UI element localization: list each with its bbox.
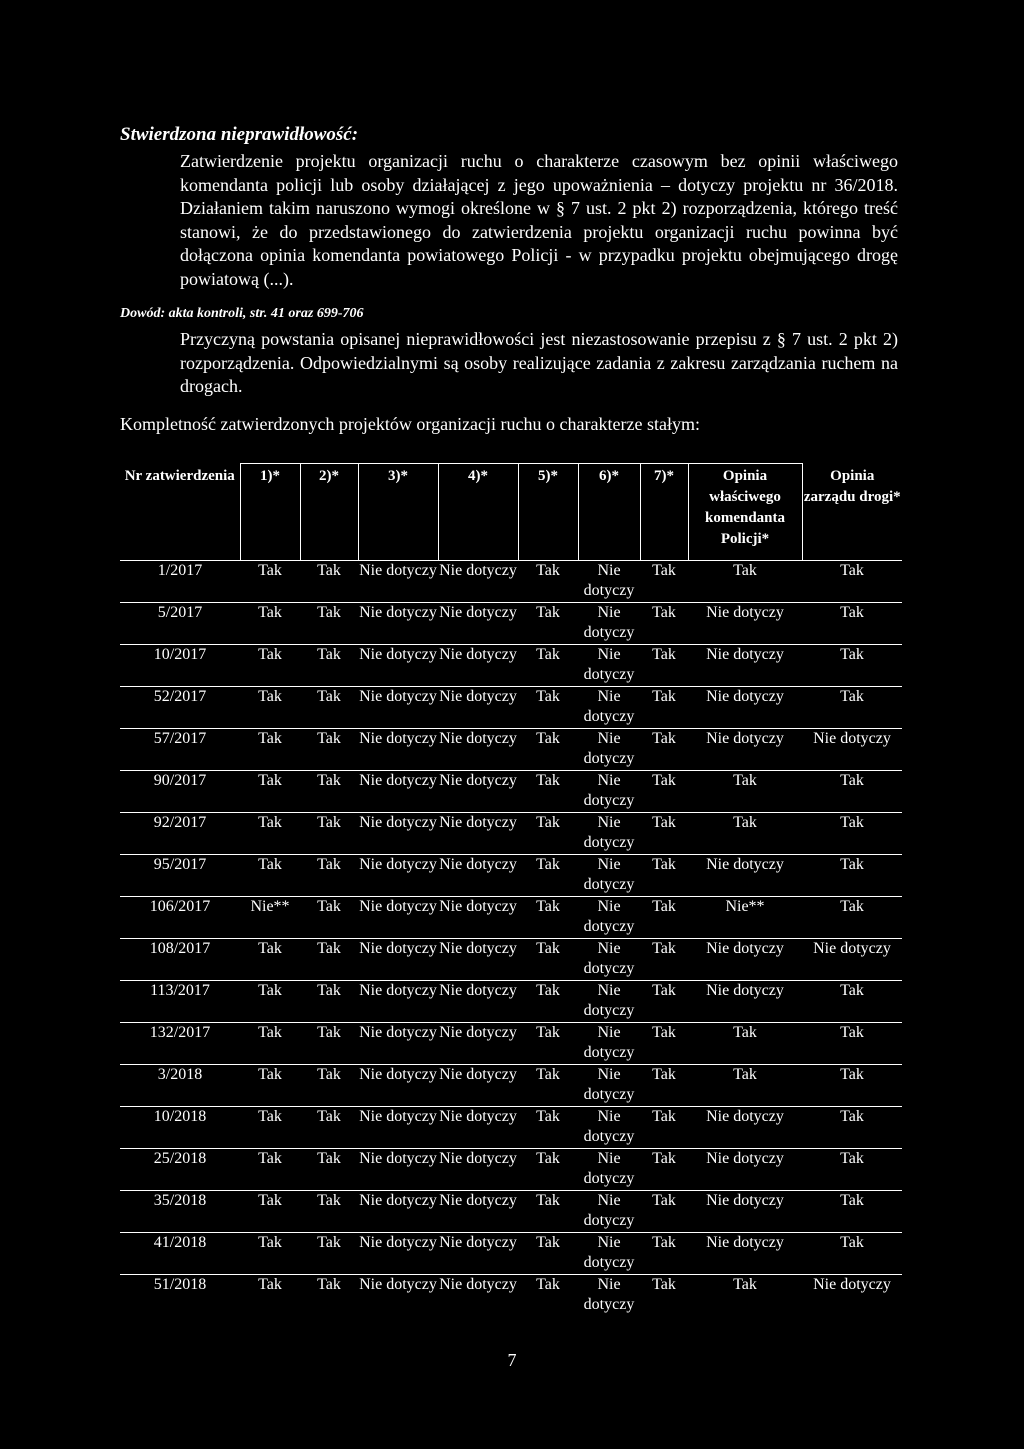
table-cell: Tak — [640, 561, 688, 603]
table-cell: Tak — [240, 1023, 300, 1065]
table-cell: Nie dotyczy — [358, 855, 438, 897]
table-cell: Nie dotyczy — [358, 561, 438, 603]
table-cell: Nie dotyczy — [688, 1107, 802, 1149]
table-cell: Tak — [802, 897, 902, 939]
table-cell: Nie dotyczy — [358, 939, 438, 981]
table-row — [120, 1149, 902, 1191]
table-cell: Tak — [640, 939, 688, 981]
table-cell: Tak — [240, 1107, 300, 1149]
table-cell: Nie dotyczy — [438, 729, 518, 771]
table-row — [120, 729, 902, 771]
table-row — [120, 771, 902, 813]
table-cell: Tak — [518, 1233, 578, 1275]
table-cell: Tak — [640, 1191, 688, 1233]
table-cell: Tak — [518, 1149, 578, 1191]
header-col-4: 4)* — [438, 464, 518, 561]
table-cell: Tak — [640, 855, 688, 897]
table-cell: Tak — [240, 813, 300, 855]
table-cell: Nie dotyczy — [688, 1233, 802, 1275]
table-row — [120, 561, 902, 603]
table-cell: Nie dotyczy — [578, 729, 640, 771]
table-cell: Tak — [688, 561, 802, 603]
table-cell: Tak — [300, 729, 358, 771]
table-cell: Nie dotyczy — [688, 729, 802, 771]
table-cell: Nie dotyczy — [578, 1233, 640, 1275]
table-cell: Tak — [802, 981, 902, 1023]
table-cell: Tak — [802, 1107, 902, 1149]
table-cell: Tak — [300, 1191, 358, 1233]
table-cell: Tak — [300, 1065, 358, 1107]
row-number-cell: 25/2018 — [120, 1149, 240, 1191]
table-cell: Tak — [518, 1275, 578, 1317]
table-cell: Nie dotyczy — [802, 939, 902, 981]
table-cell: Tak — [240, 645, 300, 687]
table-cell: Tak — [518, 1065, 578, 1107]
row-number-cell: 35/2018 — [120, 1191, 240, 1233]
table-cell: Nie** — [688, 897, 802, 939]
table-cell: Nie dotyczy — [438, 771, 518, 813]
row-number-cell: 90/2017 — [120, 771, 240, 813]
table-body — [120, 561, 902, 1317]
table-cell: Tak — [300, 813, 358, 855]
table-cell: Nie dotyczy — [438, 897, 518, 939]
table-cell: Nie dotyczy — [358, 729, 438, 771]
header-road-opinion: Opinia zarządu drogi* — [803, 467, 901, 505]
table-cell: Tak — [688, 1023, 802, 1065]
table-cell: Tak — [640, 1107, 688, 1149]
table-cell: Tak — [518, 1191, 578, 1233]
table-cell: Tak — [802, 813, 902, 855]
table-cell: Nie dotyczy — [578, 1191, 640, 1233]
table-cell: Nie dotyczy — [438, 1065, 518, 1107]
table-cell: Tak — [640, 1023, 688, 1065]
table-cell: Tak — [640, 1149, 688, 1191]
table-cell: Nie dotyczy — [578, 1275, 640, 1317]
table-cell: Tak — [300, 1275, 358, 1317]
table-cell: Nie dotyczy — [438, 645, 518, 687]
table-cell: Tak — [640, 771, 688, 813]
table-cell: Nie dotyczy — [438, 813, 518, 855]
table-cell: Tak — [688, 1065, 802, 1107]
table-cell: Tak — [518, 855, 578, 897]
table-cell: Tak — [802, 771, 902, 813]
row-number-cell: 3/2018 — [120, 1065, 240, 1107]
table-cell: Nie dotyczy — [688, 939, 802, 981]
table-cell: Tak — [640, 645, 688, 687]
header-col-3: 3)* — [358, 464, 438, 561]
table-row — [120, 981, 902, 1023]
table-cell: Nie dotyczy — [438, 939, 518, 981]
header-col-6: 6)* — [578, 464, 640, 561]
table-cell: Nie dotyczy — [578, 771, 640, 813]
table-cell: Nie dotyczy — [578, 603, 640, 645]
table-cell: Tak — [802, 1149, 902, 1191]
table-cell: Nie dotyczy — [438, 1233, 518, 1275]
table-cell: Tak — [518, 771, 578, 813]
table-cell: Nie dotyczy — [688, 1149, 802, 1191]
table-cell: Tak — [518, 939, 578, 981]
table-cell: Tak — [300, 1233, 358, 1275]
row-number-cell: 92/2017 — [120, 813, 240, 855]
table-cell: Tak — [518, 729, 578, 771]
table-cell: Tak — [300, 561, 358, 603]
table-cell: Nie dotyczy — [578, 561, 640, 603]
table-cell: Nie dotyczy — [438, 981, 518, 1023]
table-cell: Tak — [640, 1275, 688, 1317]
table-intro: Kompletność zatwierdzonych projektów organizacji ruchu o charakterze stałym: — [120, 414, 700, 434]
table-cell: Tak — [640, 729, 688, 771]
header-police-opinion: Opinia właściwego komendanta Policji* — [688, 464, 802, 561]
table-cell: Tak — [518, 1023, 578, 1065]
row-number-cell: 132/2017 — [120, 1023, 240, 1065]
table-cell: Tak — [518, 561, 578, 603]
row-number-cell: 1/2017 — [120, 561, 240, 603]
table-cell: Tak — [240, 981, 300, 1023]
table-row — [120, 813, 902, 855]
table-cell: Nie dotyczy — [578, 981, 640, 1023]
table-cell: Nie dotyczy — [578, 1023, 640, 1065]
table-cell: Nie dotyczy — [438, 1023, 518, 1065]
table-cell: Tak — [688, 1275, 802, 1317]
completeness-table — [120, 463, 902, 1316]
header-col-2: 2)* — [300, 464, 358, 561]
table-cell: Tak — [240, 939, 300, 981]
table-cell: Tak — [240, 1233, 300, 1275]
table-cell: Tak — [240, 1065, 300, 1107]
table-row — [120, 1107, 902, 1149]
finding-paragraph: Zatwierdzenie projektu organizacji ruchu o charakterze czasowym bez opinii właściwego komendanta policji lub osoby działającej z jego upoważnienia – dotyczy projektu nr 36/2018. Działaniem takim naruszono wymogi określone w § 7 ust. 2 pkt 2) rozporządzenia, którego treść stanowi, że do przedstawionego do zatwierdzenia projektu organizacji ruchu powinna być dołączona opinia komendanta powiatowego Policji - w przypadku projektu obejmującego drogę powiatową (...). — [180, 151, 898, 289]
table-cell: Nie dotyczy — [578, 813, 640, 855]
table-cell: Nie dotyczy — [438, 1149, 518, 1191]
table-cell: Tak — [802, 687, 902, 729]
row-number-cell: 108/2017 — [120, 939, 240, 981]
table-cell: Tak — [300, 981, 358, 1023]
table-row — [120, 939, 902, 981]
row-number-cell: 113/2017 — [120, 981, 240, 1023]
row-number-cell: 52/2017 — [120, 687, 240, 729]
page-number: 7 — [507, 1350, 517, 1370]
table-cell: Tak — [640, 897, 688, 939]
table-cell: Tak — [240, 855, 300, 897]
table-cell: Tak — [518, 897, 578, 939]
header-col-7: 7)* — [640, 464, 688, 561]
table-cell: Tak — [300, 603, 358, 645]
table-cell: Tak — [802, 561, 902, 603]
table-cell: Nie dotyczy — [358, 813, 438, 855]
table-cell: Nie dotyczy — [688, 687, 802, 729]
table-cell: Nie dotyczy — [688, 855, 802, 897]
table-cell: Nie dotyczy — [578, 855, 640, 897]
table-cell: Tak — [640, 981, 688, 1023]
table-cell: Nie dotyczy — [358, 1149, 438, 1191]
table-header-row — [120, 464, 902, 561]
table-cell: Tak — [802, 645, 902, 687]
table-row — [120, 855, 902, 897]
table-cell: Nie dotyczy — [688, 981, 802, 1023]
table-cell: Tak — [518, 687, 578, 729]
table-cell: Nie dotyczy — [358, 1191, 438, 1233]
table-cell: Nie dotyczy — [438, 687, 518, 729]
table-cell: Nie dotyczy — [578, 939, 640, 981]
table-row — [120, 603, 902, 645]
table-cell: Tak — [240, 1191, 300, 1233]
table-cell: Nie** — [240, 897, 300, 939]
table-cell: Tak — [802, 1191, 902, 1233]
table-cell: Nie dotyczy — [358, 1275, 438, 1317]
table-cell: Nie dotyczy — [578, 1107, 640, 1149]
table-cell: Tak — [802, 1065, 902, 1107]
header-col-5: 5)* — [518, 464, 578, 561]
table-cell: Nie dotyczy — [438, 1107, 518, 1149]
table-cell: Tak — [300, 855, 358, 897]
table-cell: Tak — [640, 1233, 688, 1275]
table-cell: Nie dotyczy — [438, 561, 518, 603]
table-cell: Tak — [640, 687, 688, 729]
table-cell: Nie dotyczy — [358, 1233, 438, 1275]
table-cell: Tak — [300, 645, 358, 687]
table-cell: Nie dotyczy — [358, 1023, 438, 1065]
table-cell: Tak — [688, 771, 802, 813]
table-cell: Nie dotyczy — [578, 897, 640, 939]
table-row — [120, 1233, 902, 1275]
table-cell: Nie dotyczy — [688, 645, 802, 687]
table-cell: Nie dotyczy — [688, 603, 802, 645]
table-cell: Tak — [518, 813, 578, 855]
table-cell: Nie dotyczy — [802, 729, 902, 771]
finding-heading: Stwierdzona nieprawidłowość: — [120, 124, 359, 145]
table-cell: Tak — [518, 1107, 578, 1149]
table-cell: Tak — [300, 1107, 358, 1149]
table-cell: Nie dotyczy — [688, 1191, 802, 1233]
table-cell: Tak — [802, 855, 902, 897]
table-cell: Nie dotyczy — [358, 603, 438, 645]
row-number-cell: 10/2018 — [120, 1107, 240, 1149]
table-cell: Nie dotyczy — [802, 1275, 902, 1317]
table-cell: Nie dotyczy — [578, 687, 640, 729]
row-number-cell: 95/2017 — [120, 855, 240, 897]
table-cell: Tak — [240, 729, 300, 771]
table-cell: Nie dotyczy — [438, 603, 518, 645]
table-cell: Tak — [518, 645, 578, 687]
table-cell: Nie dotyczy — [358, 897, 438, 939]
table-cell: Nie dotyczy — [578, 1065, 640, 1107]
table-cell: Tak — [802, 1023, 902, 1065]
table-row — [120, 897, 902, 939]
table-cell: Nie dotyczy — [358, 1065, 438, 1107]
table-cell: Tak — [240, 603, 300, 645]
table-cell: Nie dotyczy — [358, 771, 438, 813]
table-cell: Tak — [640, 603, 688, 645]
table-cell: Nie dotyczy — [438, 855, 518, 897]
table-cell: Nie dotyczy — [578, 1149, 640, 1191]
table-row — [120, 687, 902, 729]
header-col-1: 1)* — [240, 464, 300, 561]
table-cell: Tak — [802, 1233, 902, 1275]
row-number-cell: 106/2017 — [120, 897, 240, 939]
table-cell: Tak — [240, 771, 300, 813]
row-number-cell: 5/2017 — [120, 603, 240, 645]
table-row — [120, 1275, 902, 1317]
table-cell: Tak — [240, 1275, 300, 1317]
table-cell: Tak — [640, 813, 688, 855]
table-cell: Nie dotyczy — [358, 981, 438, 1023]
table-cell: Tak — [518, 981, 578, 1023]
table-cell: Nie dotyczy — [578, 645, 640, 687]
evidence-reference: Dowód: akta kontroli, str. 41 oraz 699-706 — [120, 306, 364, 321]
table-cell: Tak — [240, 687, 300, 729]
table-cell: Nie dotyczy — [358, 1107, 438, 1149]
table-cell: Tak — [240, 1149, 300, 1191]
table-cell: Nie dotyczy — [358, 645, 438, 687]
table-cell: Tak — [688, 813, 802, 855]
header-nr: Nr zatwierdzenia — [124, 467, 235, 484]
row-number-cell: 51/2018 — [120, 1275, 240, 1317]
table-row — [120, 645, 902, 687]
table-row — [120, 1191, 902, 1233]
table-cell: Tak — [300, 771, 358, 813]
table-cell: Nie dotyczy — [438, 1191, 518, 1233]
table-row — [120, 1065, 902, 1107]
table-row — [120, 1023, 902, 1065]
table-cell: Tak — [300, 939, 358, 981]
table-cell: Tak — [518, 603, 578, 645]
table-cell: Tak — [300, 897, 358, 939]
table-cell: Tak — [300, 687, 358, 729]
table-cell: Tak — [640, 1065, 688, 1107]
cause-paragraph: Przyczyną powstania opisanej nieprawidłowości jest niezastosowanie przepisu z § 7 ust. 2 pkt 2) rozporządzenia. Odpowiedzialnymi są osoby realizujące zadania z zakresu zarządzania ruchem na drogach. — [180, 329, 898, 396]
table-cell: Tak — [300, 1149, 358, 1191]
table-cell: Tak — [240, 561, 300, 603]
row-number-cell: 57/2017 — [120, 729, 240, 771]
row-number-cell: 41/2018 — [120, 1233, 240, 1275]
table-cell: Nie dotyczy — [438, 1275, 518, 1317]
table-cell: Tak — [802, 603, 902, 645]
table-cell: Tak — [300, 1023, 358, 1065]
row-number-cell: 10/2017 — [120, 645, 240, 687]
table-cell: Nie dotyczy — [358, 687, 438, 729]
